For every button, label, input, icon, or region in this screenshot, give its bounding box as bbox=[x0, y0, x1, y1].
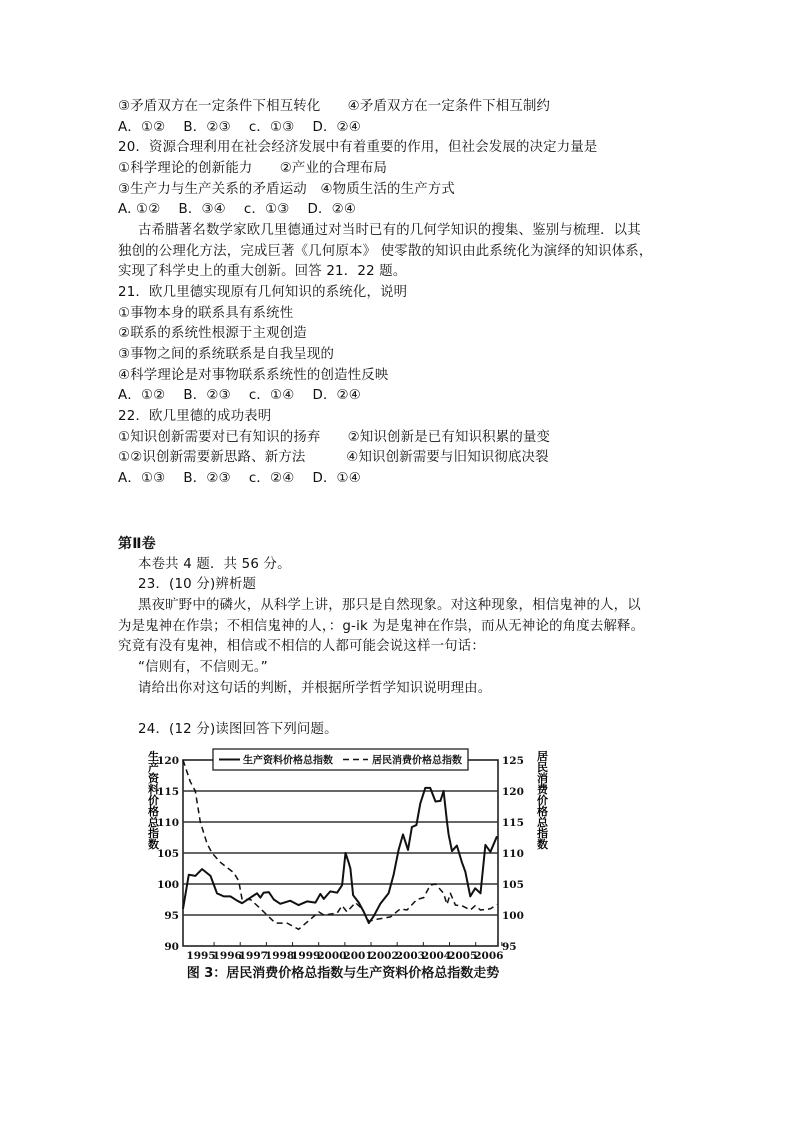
text-line: 本卷共 4 题．共 56 分。 bbox=[138, 556, 291, 572]
text-line: 独创的公理化方法，完成巨著《几何原本》 使零散的知识由此系统化为演绎的知识体系， bbox=[118, 243, 653, 259]
answer-options: A．①② B．②③ c．①③ D．②④ bbox=[118, 119, 361, 135]
text-line: 20．资源合理利用在社会经济发展中有着重要的作用，但社会发展的决定力量是 bbox=[118, 140, 598, 156]
text-line: 古希腊著名数学家欧几里德通过对当时已有的几何学知识的搜集、鉴别与梳理．以其 bbox=[138, 222, 641, 238]
y-right-tick-label: 120 bbox=[502, 786, 524, 798]
text-line: 21．欧几里德实现原有几何知识的系统化，说明 bbox=[118, 284, 408, 300]
part-two-section bbox=[118, 534, 678, 741]
y-tick-label: 105 bbox=[157, 848, 179, 860]
y-right-tick-label: 110 bbox=[502, 848, 524, 860]
y-right-axis-title: 居民消费价格总指数 bbox=[535, 750, 549, 850]
x-tick-label: 1995 bbox=[186, 950, 216, 962]
text-line: 实现了科学史上的重大创新。回答 21．22 题。 bbox=[118, 264, 407, 280]
x-tick-label: 2000 bbox=[317, 950, 347, 962]
section-heading: 第Ⅱ卷 bbox=[118, 536, 156, 552]
x-tick-label: 2005 bbox=[448, 950, 478, 962]
y-tick-label: 95 bbox=[164, 910, 179, 922]
text-line: 究竟有没有鬼神，相信或不相信的人都可能会说这样一句话： bbox=[118, 639, 485, 655]
price-index-chart bbox=[140, 745, 560, 990]
x-tick-label: 2006 bbox=[474, 950, 504, 962]
text-line: ①知识创新需要对已有知识的扬弃 ②知识创新是已有知识积累的量变 bbox=[118, 429, 551, 445]
x-tick-label: 1999 bbox=[291, 950, 321, 962]
answer-options: A. ①② B．③④ c．①③ D．②④ bbox=[118, 202, 357, 218]
y-tick-label: 100 bbox=[157, 879, 179, 891]
x-tick-label: 2003 bbox=[395, 950, 425, 962]
legend-label: 居民消费价格总指数 bbox=[372, 755, 462, 767]
text-line: 24．(12 分)读图回答下列问题。 bbox=[138, 721, 338, 737]
text-line: 请给出你对这句话的判断，并根据所学哲学知识说明理由。 bbox=[138, 680, 492, 696]
y-tick-label: 110 bbox=[157, 817, 179, 829]
text-line: 23．(10 分)辨析题 bbox=[138, 577, 257, 593]
text-line: 黑夜旷野中的磷火，从科学上讲，那只是自然现象。对这种现象，相信鬼神的人，以 bbox=[138, 597, 641, 613]
text-line: ④科学理论是对事物联系系统性的创造性反映 bbox=[118, 367, 389, 383]
y-right-tick-label: 125 bbox=[502, 755, 524, 767]
y-right-tick-label: 105 bbox=[502, 879, 524, 891]
text-line: 为是鬼神在作祟；不相信鬼神的人，：g-ik 为是鬼神在作祟，而从无神论的角度去解释。 bbox=[118, 618, 645, 634]
text-line: ③矛盾双方在一定条件下相互转化 ④矛盾双方在一定条件下相互制约 bbox=[118, 99, 551, 114]
text-line: 22．欧几里德的成功表明 bbox=[118, 408, 272, 424]
text-line: ②联系的系统性根源于主观创造 bbox=[118, 326, 307, 342]
x-tick-label: 2004 bbox=[421, 950, 452, 962]
y-tick-label: 115 bbox=[157, 786, 179, 798]
y-axis-title: 生产资料价格总指数 bbox=[146, 750, 160, 850]
x-tick-label: 2001 bbox=[343, 950, 373, 962]
x-tick-label: 2002 bbox=[369, 950, 399, 962]
text-line bbox=[118, 699, 678, 720]
text-line: “信则有，不信则无。” bbox=[138, 659, 268, 675]
figure-caption: 图 3：居民消费价格总指数与生产资料价格总指数走势 bbox=[186, 966, 500, 981]
legend-label: 生产资料价格总指数 bbox=[243, 755, 333, 767]
series-line-producer-price bbox=[183, 788, 497, 923]
y-tick-label: 120 bbox=[157, 755, 179, 767]
x-tick-label: 1996 bbox=[212, 950, 242, 962]
answer-options: A．①② B．②③ c．①④ D．②④ bbox=[118, 388, 361, 404]
text-line: ③生产力与生产关系的矛盾运动 ④物质生活的生产方式 bbox=[118, 181, 455, 197]
y-right-tick-label: 100 bbox=[502, 910, 524, 922]
text-line: ③事物之间的系统联系是自我呈现的 bbox=[118, 346, 335, 362]
multiple-choice-section bbox=[118, 97, 678, 489]
answer-options: A．①③ B．②③ c．②④ D．①④ bbox=[118, 470, 361, 486]
y-right-tick-label: 115 bbox=[502, 817, 524, 829]
text-line: ①②识创新需要新思路、新方法 ④知识创新需要与旧知识彻底决裂 bbox=[118, 450, 549, 466]
x-tick-label: 1998 bbox=[264, 950, 295, 962]
text-line: ①事物本身的联系具有系统性 bbox=[118, 305, 294, 321]
x-tick-label: 1997 bbox=[238, 950, 268, 962]
y-tick-label: 90 bbox=[164, 941, 179, 953]
y-right-tick-label: 95 bbox=[502, 941, 517, 953]
text-line: ①科学理论的创新能力 ②产业的合理布局 bbox=[118, 160, 388, 176]
